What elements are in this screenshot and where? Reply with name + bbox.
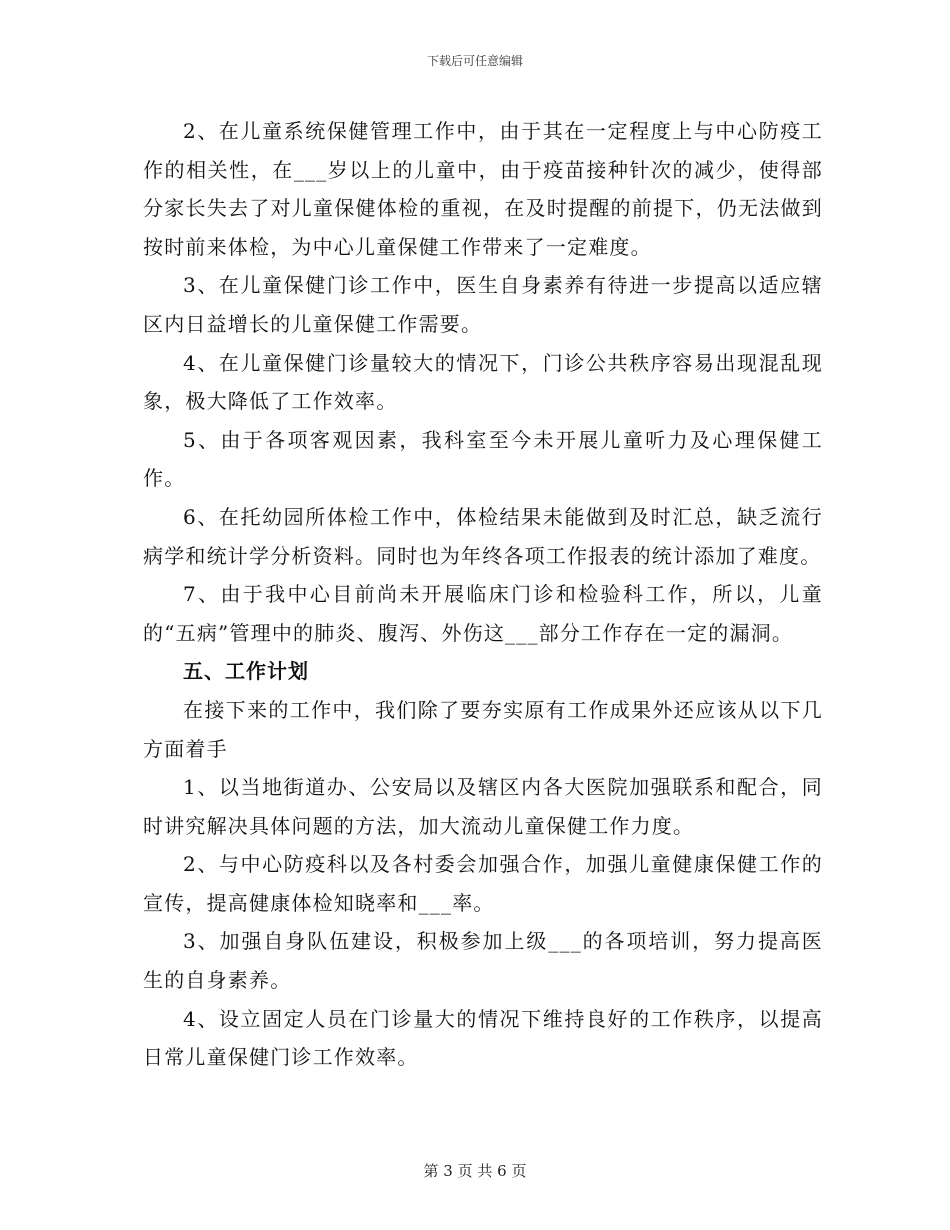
paragraph-item-4: 4、在儿童保健门诊量较大的情况下，门诊公共秩序容易出现混乱现象，极大降低了工作效率。 xyxy=(143,350,823,414)
plan-item-2: 2、与中心防疫科以及各村委会加强合作，加强儿童健康保健工作的宣传，提高健康体检知晓率和___率。 xyxy=(143,852,823,915)
paragraph-item-7: 7、由于我中心目前尚未开展临床门诊和检验科工作，所以，儿童的“五病”管理中的肺炎、腹泻、外伤这___部分工作存在一定的漏洞。 xyxy=(143,582,823,645)
section-heading: 五、工作计划 xyxy=(183,659,309,684)
plan-intro: 在接下来的工作中，我们除了要夯实原有工作成果外还应该从以下几方面着手 xyxy=(143,697,823,761)
plan-item-4: 4、设立固定人员在门诊量大的情况下维持良好的工作秩序，以提高日常儿童保健门诊工作效率。 xyxy=(143,1006,823,1070)
plan-item-1: 1、以当地街道办、公安局以及辖区内各大医院加强联系和配合，同时讲究解决具体问题的方法，加大流动儿童保健工作力度。 xyxy=(143,775,823,838)
paragraph-item-3: 3、在儿童保健门诊工作中，医生自身素养有待进一步提高以适应辖区内日益增长的儿童保健工作需要。 xyxy=(143,273,823,336)
page-number: 第 3 页 共 6 页 xyxy=(423,1162,527,1180)
page-header-note: 下载后可任意编辑 xyxy=(426,54,523,68)
paragraph-item-5: 5、由于各项客观因素，我科室至今未开展儿童听力及心理保健工作。 xyxy=(143,427,823,491)
paragraph-item-2: 2、在儿童系统保健管理工作中，由于其在一定程度上与中心防疫工作的相关性，在___岁以上的儿童中，由于疫苗接种针次的减少，使得部分家长失去了对儿童保健体检的重视，在及时提醒的前提下，仍无法做到按时前来体检，为中心儿童保健工作带来了一定难度。 xyxy=(143,119,823,259)
document-body xyxy=(143,112,823,1077)
plan-item-3: 3、加强自身队伍建设，积极参加上级___的各项培训，努力提高医生的自身素养。 xyxy=(143,929,823,993)
paragraph-item-6: 6、在托幼园所体检工作中，体检结果未能做到及时汇总，缺乏流行病学和统计学分析资料。同时也为年终各项工作报表的统计添加了难度。 xyxy=(143,504,823,568)
